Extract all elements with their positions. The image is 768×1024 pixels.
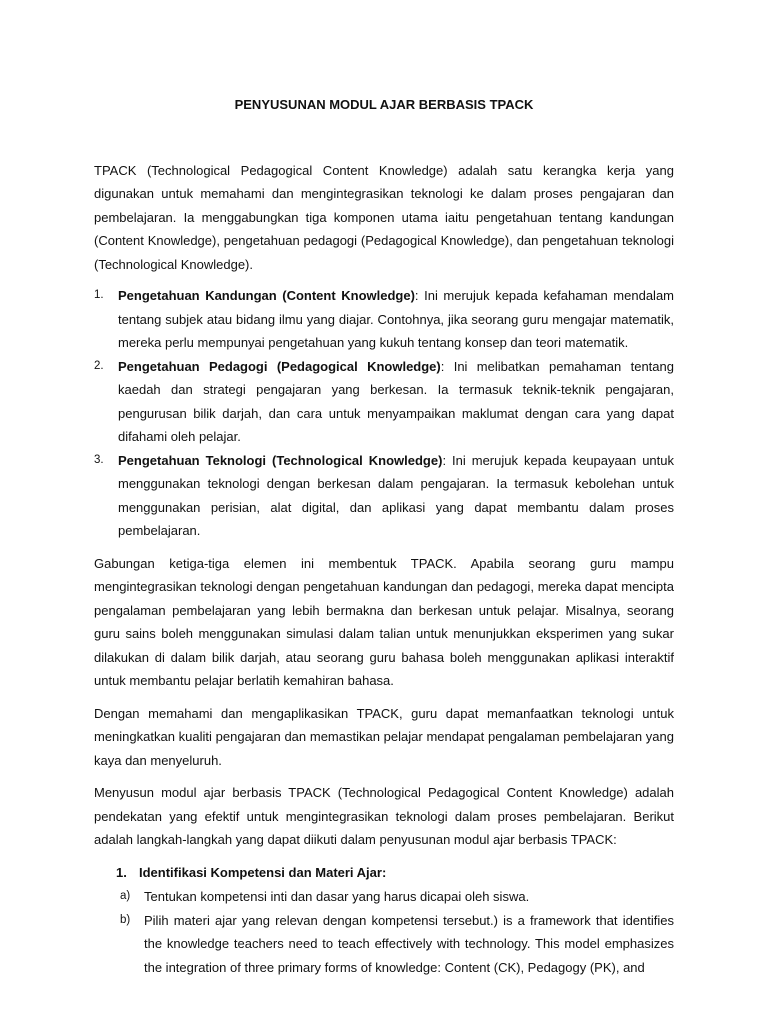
- paragraph-dengan-memahami: Dengan memahami dan mengaplikasikan TPACK, guru dapat memanfaatkan teknologi untuk meningkatkan kualiti pengajaran dan memastikan pelajar mendapat pengalaman pembelajaran yang kaya dan menyeluruh.: [94, 705, 674, 768]
- sub-list-item-b: [94, 909, 674, 980]
- description-technological-knowledge: : Ini merujuk kepada keupayaan untuk menggunakan teknologi dengan berkesan dalam pengajaran. Ia termasuk kebolehan untuk menggunakan perisian, alat digital, dan aplikasi yang dapat membantu dalam proses pembelajaran.: [118, 452, 674, 538]
- list-item-content-knowledge: [94, 284, 674, 355]
- list-marker: 2.: [94, 359, 104, 372]
- step-sub-list: [94, 885, 674, 979]
- step-heading: [94, 861, 674, 885]
- list-marker: 1.: [94, 289, 104, 301]
- term-content-knowledge: Pengetahuan Kandungan (Content Knowledge): [118, 288, 415, 303]
- list-item-pedagogical-knowledge: [94, 355, 674, 449]
- sub-list-marker: a): [120, 890, 131, 902]
- description-content-knowledge: : Ini merujuk kepada kefahaman mendalam tentang subjek atau bidang ilmu yang diajar. Contohnya, jika seorang guru mengajar matematik, mereka perlu mempunyai pengetahuan yang kukuh tentang konsep dan teori matematik.: [118, 288, 675, 350]
- step-number: 1.: [116, 864, 127, 880]
- sub-list-text: Tentukan kompetensi inti dan dasar yang harus dicapai oleh siswa.: [144, 889, 530, 904]
- page-title: PENYUSUNAN MODUL AJAR BERBASIS TPACK: [234, 97, 534, 112]
- list-item-technological-knowledge: [94, 449, 674, 543]
- description-pedagogical-knowledge: : Ini melibatkan pemahaman tentang kaedah dan strategi pengajaran yang berkesan. Ia termasuk teknik-teknik pengajaran, pengurusan bilik darjah, dan cara untuk menyampaikan maklumat dengan cara yang dapat difahami oleh pelajar.: [118, 358, 674, 444]
- term-pedagogical-knowledge: Pengetahuan Pedagogi (Pedagogical Knowledge): [118, 358, 441, 374]
- intro-paragraph: TPACK (Technological Pedagogical Content Knowledge) adalah satu kerangka kerja yang digunakan untuk memahami dan mengintegrasikan teknologi ke dalam proses pengajaran dan pembelajaran. Ia menggabungkan tiga komponen utama iaitu pengetahuan tentang kandungan (Content Knowledge), pengetahuan pedagogi (Pedagogical Knowledge), dan pengetahuan teknologi (Technological Knowledge).: [94, 162, 674, 272]
- document-page: [94, 93, 674, 979]
- sub-list-marker: b): [120, 913, 131, 926]
- tpack-components-list: [94, 284, 674, 543]
- list-marker: 3.: [94, 453, 104, 466]
- paragraph-gabungan: Gabungan ketiga-tiga elemen ini membentuk TPACK. Apabila seorang guru mampu mengintegrasikan teknologi dengan pengetahuan kandungan dan pedagogi, mereka dapat mencipta pengalaman pembelajaran yang lebih bermakna dan berkesan untuk pelajar. Misalnya, seorang guru sains boleh menggunakan simulasi dalam talian untuk menunjukkan eksperimen yang sukar dilakukan di dalam bilik darjah, atau seorang guru bahasa boleh menggunakan aplikasi interaktif untuk membantu pelajar berlatih kemahiran bahasa.: [94, 555, 674, 688]
- paragraph-menyusun-modul: Menyusun modul ajar berbasis TPACK (Technological Pedagogical Content Knowledge) adalah pendekatan yang efektif untuk mengintegrasikan teknologi dalam proses pembelajaran. Berikut adalah langkah-langkah yang dapat diikuti dalam penyusunan modul ajar berbasis TPACK:: [94, 785, 674, 847]
- sub-list-text: Pilih materi ajar yang relevan dengan kompetensi tersebut.) is a framework that identifies the knowledge teachers need to teach effectively with technology. This model emphasizes the integration of three primary forms of knowledge: Content (CK), Pedagogy (PK), and: [144, 912, 674, 975]
- term-technological-knowledge: Pengetahuan Teknologi (Technological Knowledge): [118, 452, 443, 468]
- sub-list-item-a: [94, 885, 674, 909]
- step-heading-text: Identifikasi Kompetensi dan Materi Ajar:: [139, 864, 387, 880]
